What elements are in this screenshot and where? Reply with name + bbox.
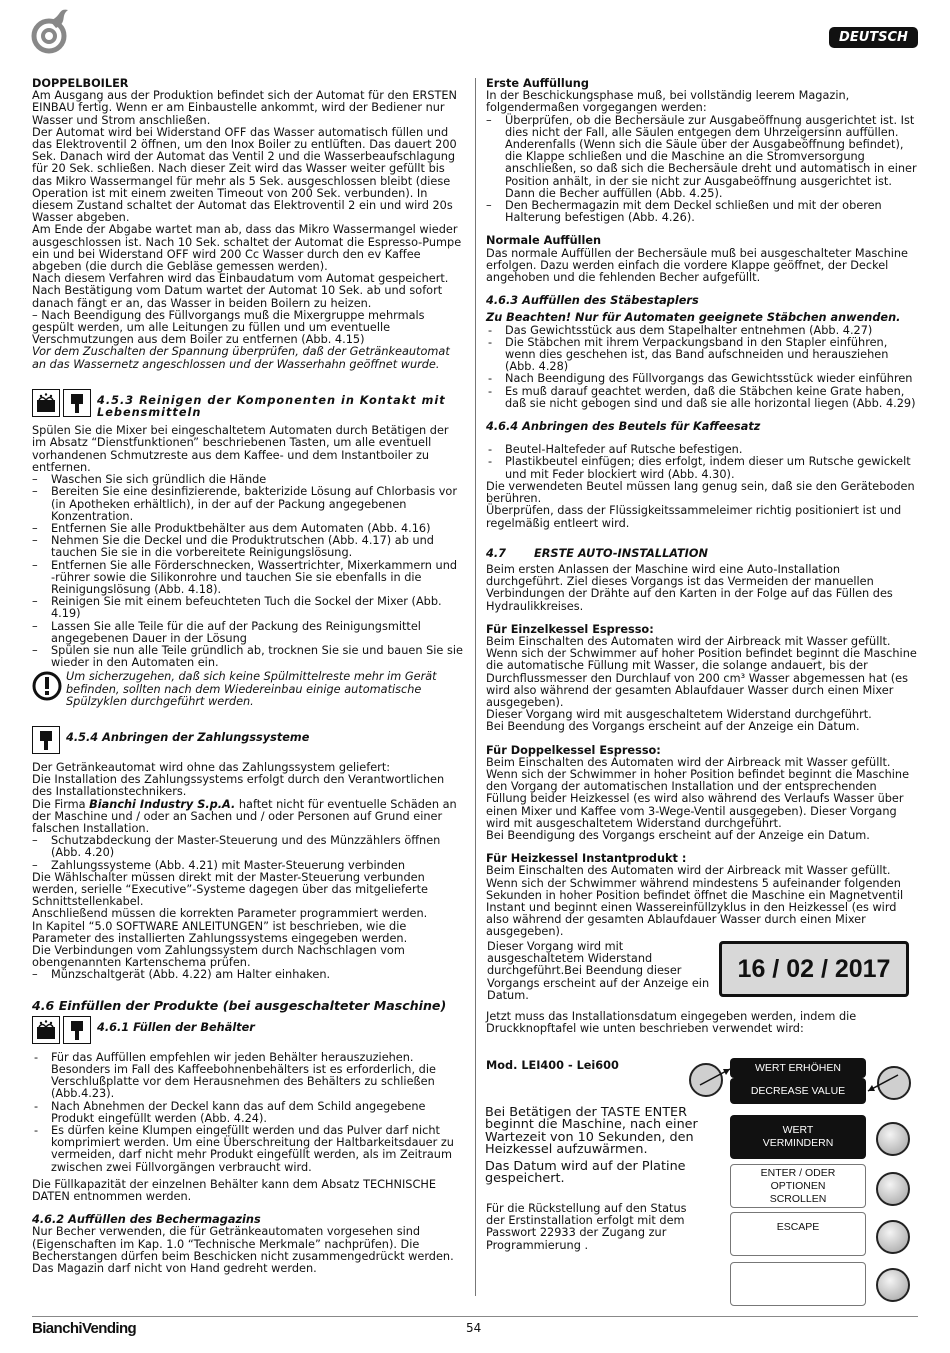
list-item: - Beutel-Haltefeder auf Rutsche befestigen. — [486, 444, 918, 456]
paragraph: Das normale Auffüllen der Bechersäule muß bei ausgeschalteter Maschine erfolgen. Dazu werden einfach die vordere Klappe geöffnet, der Deckel angehoben und die fehlenden Becher aufgefüllt. — [486, 246, 909, 285]
page-number: 54 — [466, 1321, 482, 1335]
paragraph: Nur Becher verwenden, die für Getränkeautomaten vorgesehen sind (Eigenschaften im Kap. 1.0 “Technische Merkmale” nachprüfen). Die Becherstangen dürfen beim Beschicken nicht zusammengedrückt werden. Das Magazin darf nicht von Hand gedreht werden. — [32, 1225, 454, 1276]
section-4-5-3-header — [32, 389, 464, 419]
platine-description: Das Datum wird auf der Platine gespeichert. — [485, 1159, 686, 1187]
washing-icon — [32, 389, 60, 417]
list-item: – Entfernen Sie alle Produktbehälter aus dem Automaten (Abb. 4.16) — [32, 523, 464, 535]
paragraph: Die Firma Bianchi Industry S.p.A. haftet nicht für eventuelle Schäden an der Maschine und / oder an Sachen und / oder Personen auf Grund einer falschen Installation. — [32, 797, 457, 835]
list-item: - Plastikbeutel einfügen; dies erfolgt, indem dieser um Rutsche gewickelt und mit Feder blockiert wird (Abb. 4.30). — [486, 456, 918, 480]
left-column — [32, 78, 464, 1275]
footer-brand-logo: BianchiVending — [32, 1320, 137, 1337]
list-item: – Entfernen Sie alle Förderschnecken, Wassertrichter, Mixerkammern und -rührer sowie die Silikonrohre und tauchen Sie sie ebenfalls in die Reinigungslösung (Abb. 4.18). — [32, 560, 464, 597]
erste-auffuellung-title: Erste Auffüllung — [486, 77, 589, 90]
section-4-6-3-list — [486, 325, 918, 410]
paragraph: Die Installation des Zahlungssystems erfolgt durch den Verantwortlichen des Installationstechnikers. — [32, 773, 445, 799]
escape-button[interactable]: ESCAPE — [730, 1212, 866, 1256]
list-item: - Es dürfen keine Klumpen eingefüllt werden und das Pulver darf nicht komprimiert werden. Um eine Überschreitung der Haltbarkeitsdauer zu vermeiden, darf nicht mehr Produkt eingefüllt werden, als im Zeitraum zwischen zwei Füllvorgängen verbraucht wird. — [32, 1125, 464, 1174]
doppelboiler-note: Vor dem Zuschalten der Spannung überprüfen, daß der Getränkeautomat an das Wassernetz angeschlossen und der Wasserhahn geöffnet wurde. — [32, 345, 450, 371]
paragraph: Die verwendeten Beutel müssen lang genug sein, daß sie den Geräteboden berühren. — [486, 479, 915, 506]
list-item: – Waschen Sie sich gründlich die Hände — [32, 474, 464, 486]
list-item: – Spülen sie nun alle Teile gründlich ab, trocknen Sie sie und bauen Sie sie wieder in den Automaten ein. — [32, 645, 464, 669]
section-4-7-title: 4.7 ERSTE AUTO-INSTALLATION — [486, 546, 708, 560]
paragraph: Anschließend müssen die korrekten Parameter programmiert werden. — [32, 907, 428, 921]
section-4-5-3-intro: Spülen Sie die Mixer bei eingeschaltetem Automaten durch Betätigen der im Absatz “Dienstfunktionen” beschriebenen Tasten, um alle eventuell vorhandenen Schmutzreste aus dem Kaffee- und dem Instantboiler zu entfernen. — [32, 424, 449, 474]
panel-round-button[interactable] — [876, 1220, 910, 1254]
list-item: - Nach Beendigung des Füllvorgangs das Gewichtsstück wieder einführen — [486, 373, 918, 385]
doppelboiler-paragraph: Der Automat wird bei Widerstand OFF das Wasser automatisch füllen und das Elektroventil 2 öffnen, um den Inox Boiler zu entlüften. Das dauert 200 Sek. Danach wird der Automat das Ventil 2 und die Wasserbeaufschlagung für 20 Sek. schließen. Nach dieser Zeit wird das Wasser weiter gefüllt bis das Mikro Wassermangel für mehr als 5 Sek. ausgeschlossen bleibt (diese Operation ist mit einem zweiten Timeout von 200 Sek. verbunden). In diesem Zustand schaltet der Automat das Elektroventil 2 ein und wird 20s Wasser abgeben. — [32, 125, 457, 225]
wert-erhoehen-button[interactable]: WERT ERHÖHEN — [730, 1058, 866, 1078]
reset-description: Für die Rückstellung auf den Status der Erstinstallation erfolgt mit dem Passwort 22933 der Zugang zur Programmierung . — [486, 1202, 687, 1252]
paragraph: Die Wählschalter müssen direkt mit der Master-Steuerung verbunden werden, serielle “Executive”-Systeme dagegen über das mitgelieferte Schnittstellenkabel. — [32, 870, 428, 909]
einzelkessel-title: Für Einzelkessel Espresso: — [486, 622, 654, 636]
hand-tool-icon — [63, 389, 91, 417]
panel-round-button[interactable] — [876, 1122, 910, 1156]
warning-text: Um sicherzugehen, daß sich keine Spülmittelreste mehr im Gerät befinden, sollten nach dem Wiedereinbau einige automatische Spülzyklen durchgeführt werden. — [66, 670, 437, 708]
section-4-5-3-list — [32, 474, 464, 669]
paragraph: In Kapitel “5.0 SOFTWARE ANLEITUNGEN” ist beschrieben, wie die Parameter des installierten Zahlungssystems eingegeben werden. — [32, 919, 408, 945]
enter-description: Bei Betätigen der TASTE ENTER beginnt die Maschine, nach einer Wartezeit von 10 Sekunden, den Heizkessel aufzuwärmen. — [485, 1105, 698, 1158]
right-column — [486, 78, 918, 939]
paragraph: Der Getränkeautomat wird ohne das Zahlungssystem geliefert: — [32, 760, 391, 774]
washing-icon — [32, 1016, 60, 1044]
date-description: Dieser Vorgang wird mit ausgeschaltetem Widerstand durchgeführt.Bei Beendung dieser Vorgangs erscheint auf der Anzeige ein Datum. — [487, 940, 710, 1002]
list-item: – Reinigen Sie mit einem befeuchteten Tuch die Sockel der Mixer (Abb. 4.19) — [32, 596, 464, 620]
doppelboiler-paragraph: – Nach Beendigung des Füllvorgangs muß die Mixergruppe mehrmals gespült werden, um alle Leitungen zu füllen und um eventuelle Verschmutzungen aus dem Boiler zu entfernen (Abb. 4.15) — [32, 308, 425, 347]
doppelboiler-title: DOPPELBOILER — [32, 77, 129, 90]
paragraph: Bei Beendigung des Vorgangs erscheint auf der Anzeige ein Datum. — [486, 828, 870, 842]
section-4-5-3-title: 4.5.3 Reinigen der Komponenten in Kontakt mit Lebensmitteln — [97, 393, 446, 420]
doppelkessel-title: Für Doppelkessel Espresso: — [486, 743, 661, 757]
paragraph: Bei Beendung des Vorgangs erscheint auf der Anzeige ein Datum. — [486, 720, 860, 734]
section-4-5-4-title: 4.5.4 Anbringen der Zahlungssysteme — [66, 730, 310, 744]
list-item: – Überprüfen, ob die Bechersäule zur Ausgabeöffnung ausgerichtet ist. Ist dies nicht der Fall, alle Säulen entgegen dem Uhrzeigersinn auffüllen. Anderenfalls (Wenn sich die Säule über der Ausgabeöffnung befindet), die Klappe schließen und die Maschine an die Stromversorgung anschließen, so daß sich die Bechersäule dreht und automatisch in einer Position anhält, in der sie nicht zur Ausgabeöffnung ausgerichtet ist. Dann die Becher auffüllen (Abb. 4.25). — [486, 115, 918, 200]
erste-auffuellung-list — [486, 115, 918, 225]
section-4-5-4-header — [32, 726, 464, 754]
model-label: Mod. LEI400 - Lei600 — [486, 1059, 619, 1072]
list-item: - Für das Auffüllen empfehlen wir jeden Behälter herauszuziehen. Besonders im Fall des Kaffeebohnenbehälters ist es erforderlich, die Verschlußplatte vor dem Herausnehmen des Behälters zu schließen (Abb.4.23). — [32, 1052, 464, 1101]
normale-auffuellen-title: Normale Auffüllen — [486, 234, 602, 248]
hand-tool-icon — [32, 726, 60, 754]
list-item: – Lassen Sie alle Teile für die auf der Packung des Reinigungsmittel angegebenen Dauer in der Lösung — [32, 621, 464, 645]
panel-round-button[interactable] — [876, 1172, 910, 1206]
blank-button[interactable] — [730, 1262, 866, 1306]
list-item: – Zahlungssysteme (Abb. 4.21) mit Master-Steuerung verbinden — [32, 860, 464, 872]
paragraph: Dieser Vorgang wird mit ausgeschaltetem Widerstand durchgeführt. — [486, 708, 872, 722]
section-4-6-2-title: 4.6.2 Auffüllen des Bechermagazins — [32, 1213, 261, 1227]
doppelboiler-paragraph: Am Ausgang aus der Produktion befindet sich der Automat für den ERSTEN EINBAU fertig. Wenn er am Einbaustelle ankommt, wird der Bediener nur Wasser und Strom anschließen. — [32, 89, 458, 127]
paragraph: Die Verbindungen vom Zahlungssystem durch Nachschlagen vom obengenannten Kartenschema prüfen. — [32, 944, 405, 970]
section-4-6-1-list — [32, 1052, 464, 1174]
section-4-6-title: 4.6 Einfüllen der Produkte (bei ausgeschalteter Maschine) — [32, 997, 447, 1013]
warning-icon — [32, 671, 62, 708]
language-badge: DEUTSCH — [829, 27, 918, 48]
list-item: – Nehmen Sie die Deckel und die Produktrutschen (Abb. 4.17) ab und tauchen Sie sie in die vorbereitete Reinigungslösung. — [32, 535, 464, 559]
paragraph: Beim Einschalten des Automaten wird der Airbreack mit Wasser gefüllt. Wenn sich der Schwimmer auf hoher Position befindet beginnt die Maschine die automatische Füllung mit Wasser, die solange andauert, bis der Durchflussmesser den Durchlauf von 200 cm³ Wasser abgemessen hat (es wird also während der gesamten Ablaufdauer Wasser durch einen Mixer ausgegeben). — [486, 634, 917, 709]
list-item: – Bereiten Sie eine desinfizierende, bakterizide Lösung auf Chlorbasis vor (in Apotheken erhältlich), in der auf der Packung angegebenen Konzentration. — [32, 486, 464, 523]
paragraph: Beim Einschalten des Automaten wird der Airbreack mit Wasser gefüllt. Wenn sich der Schwimmer während mindestens 5 aufeinander folgenden Sekunden in hoher Position befindet öffnet die Maschine ein Magnetventil Instant und beginnt einen Wassereinfüllzyklus in den Heizkessel (es wird also während der gesamten Ablaufdauer Wasser durch einen Mixer ausgegeben). — [486, 864, 904, 939]
paragraph: Die Füllkapazität der einzelnen Behälter kann dem Absatz TECHNISCHE DATEN entnommen werden. — [32, 1177, 436, 1204]
list-item: - Das Gewichtsstück aus dem Stapelhalter entnehmen (Abb. 4.27) — [486, 325, 918, 337]
warning-block — [32, 671, 464, 708]
enter-button[interactable]: ENTER / ODER OPTIONEN SCROLLEN — [730, 1164, 866, 1208]
date-instruction: Jetzt muss das Installationsdatum eingegeben werden, indem die Druckknopftafel wie unten beschrieben verwendet wird: — [486, 1010, 857, 1036]
doppelboiler-paragraph: Nach diesem Verfahren wird das Einbaudatum vom Automat gespeichert. Nach Bestätigung vom Datum wartet der Automat 10 Sek. ab und sofort danach fängt er an, das Wasser in beiden Boilern zu heizen. — [32, 272, 449, 310]
paragraph: Überprüfen, dass der Flüssigkeitssammeleimer richtig positioniert ist und regelmäßig entleert wird. — [486, 504, 902, 530]
list-item: - Die Stäbchen mit ihrem Verpackungsband in den Stapler einführen, wenn dies geschehen ist, das Band aufschneiden und herausziehen (Abb. 4.28) — [486, 337, 918, 374]
bianchi-logo-icon — [28, 8, 72, 58]
list-item: – Münzschaltgerät (Abb. 4.22) am Halter einhaken. — [32, 969, 464, 981]
list-item: - Nach Abnehmen der Deckel kann das auf dem Schild angegebene Produkt eingefüllt werden (Abb. 4.24). — [32, 1101, 464, 1125]
arrow-left-icon — [686, 1063, 736, 1101]
hand-tool-icon — [63, 1016, 91, 1044]
section-4-5-4-list — [32, 835, 464, 872]
heizkessel-title: Für Heizkessel Instantprodukt : — [486, 852, 687, 866]
paragraph: Beim Einschalten des Automaten wird der Airbreack mit Wasser gefüllt. Wenn sich der Schwimmer in hoher Position befindet beginnt die Maschine den Vorgang der automatischen Installation und der entsprechenden Füllung beider Heizkessel (es wird also während des Verlaufs Wasser über einen Mixer und Kaffee vom 3-Wege-Ventil ausgegeben). Dieser Vorgang wird mit ausgeschaltetem Widerstand durchgeführt. — [486, 755, 910, 830]
section-4-5-4-list-2 — [32, 969, 464, 981]
company-name: Bianchi Industry S.p.A. — [89, 797, 236, 811]
list-item: - Es muß darauf geachtet werden, daß die Stäbchen keine Grate haben, daß sie nicht gebogen sind und daß sie alle horizontal liegen (Abb. 4.29) — [486, 386, 918, 410]
section-4-6-3-title: 4.6.3 Auffüllen des Stäbestaplers — [486, 294, 699, 308]
paragraph: In der Beschickungsphase muß, bei vollständig leerem Magazin, folgendermaßen vorgegangen werden: — [486, 89, 850, 115]
arrow-right-icon — [862, 1063, 912, 1107]
paragraph: Beim ersten Anlassen der Maschine wird eine Auto-Installation durchgeführt. Ziel dieses Vorgangs ist das Vermeiden der manuellen Verbindungen der Drähte auf den Karten in der Folge auf das Füllen des Hydraulikkreises. — [486, 562, 893, 613]
panel-round-button[interactable] — [876, 1268, 910, 1302]
column-divider — [475, 78, 476, 1296]
section-4-6-3-note: Zu Beachten! Nur für Automaten geeignete Stäbchen anwenden. — [486, 311, 901, 325]
list-item: – Schutzabdeckung der Master-Steuerung und des Münzzählers öffnen (Abb. 4.20) — [32, 835, 464, 859]
decrease-value-button[interactable]: DECREASE VALUE — [730, 1078, 866, 1104]
section-4-6-4-title: 4.6.4 Anbringen des Beutels für Kaffeesatz — [486, 420, 761, 434]
section-4-6-1-header — [32, 1016, 464, 1044]
footer-divider — [32, 1316, 918, 1317]
date-display: 16 / 02 / 2017 — [719, 941, 909, 997]
section-4-6-1-title: 4.6.1 Füllen der Behälter — [97, 1020, 255, 1034]
section-4-6-4-list — [486, 444, 918, 481]
list-item: – Den Bechermagazin mit dem Deckel schließen und mit der oberen Halterung befestigen (Abb. 4.26). — [486, 200, 918, 224]
doppelboiler-paragraph: Am Ende der Abgabe wartet man ab, dass das Mikro Wassermangel wieder ausgeschlossen ist. Nach 10 Sek. schaltet der Automat die Espresso-Pumpe ein und bei Widerstand OFF wird 200 Cc Wasser durch den ev Kaffee abgeben (die durch die Gebläse gemessen werden). — [32, 223, 462, 274]
wert-vermindern-button[interactable]: WERT VERMINDERN — [730, 1115, 866, 1159]
